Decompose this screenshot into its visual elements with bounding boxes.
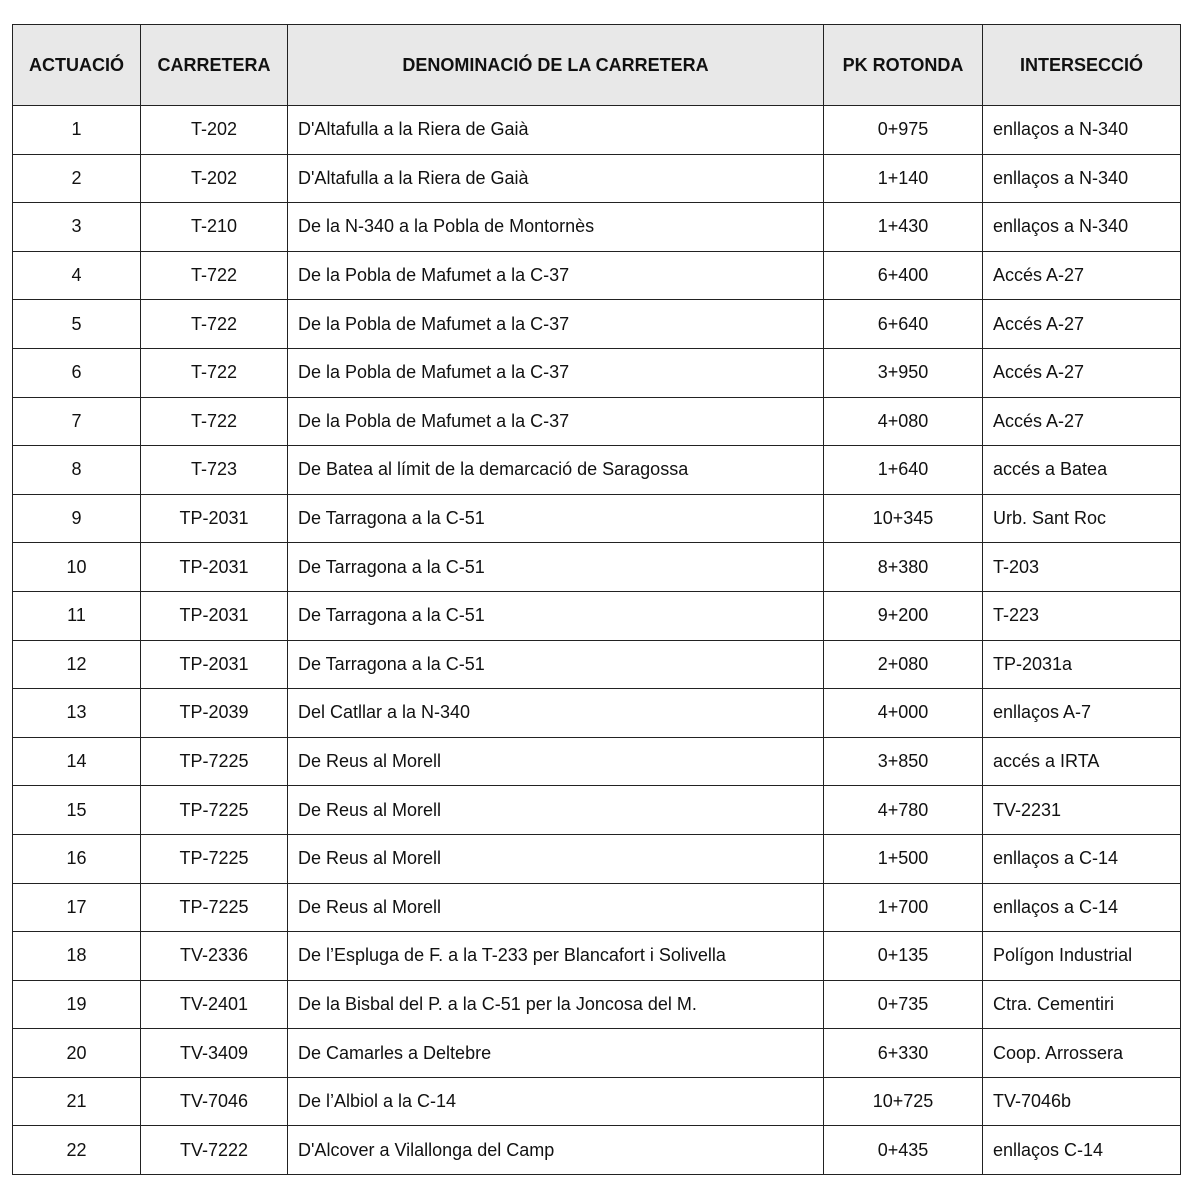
carretera-cell: TV-3409 xyxy=(141,1029,288,1078)
interseccio-cell: Polígon Industrial xyxy=(983,932,1181,981)
interseccio-cell: Accés A-27 xyxy=(983,300,1181,349)
actuacio-cell: 14 xyxy=(13,737,141,786)
table-row xyxy=(13,1077,1181,1126)
denominacio-cell: D'Altafulla a la Riera de Gaià xyxy=(288,154,824,203)
pk-rotonda-cell: 10+725 xyxy=(824,1077,983,1126)
interseccio-cell: Accés A-27 xyxy=(983,397,1181,446)
table-row xyxy=(13,1029,1181,1078)
denominacio-cell: De la Bisbal del P. a la C-51 per la Joncosa del M. xyxy=(288,980,824,1029)
table-row xyxy=(13,932,1181,981)
denominacio-cell: De Reus al Morell xyxy=(288,737,824,786)
actuacio-cell: 15 xyxy=(13,786,141,835)
carretera-cell: TP-7225 xyxy=(141,737,288,786)
header-actuacio: ACTUACIÓ xyxy=(13,25,141,106)
actuacio-cell: 5 xyxy=(13,300,141,349)
interseccio-cell: Accés A-27 xyxy=(983,251,1181,300)
pk-rotonda-cell: 1+500 xyxy=(824,834,983,883)
pk-rotonda-cell: 0+735 xyxy=(824,980,983,1029)
carretera-cell: TP-2031 xyxy=(141,640,288,689)
interseccio-cell: accés a IRTA xyxy=(983,737,1181,786)
actuacio-cell: 11 xyxy=(13,591,141,640)
carretera-cell: TV-7046 xyxy=(141,1077,288,1126)
table-row xyxy=(13,591,1181,640)
table-row xyxy=(13,348,1181,397)
header-row xyxy=(13,25,1181,106)
pk-rotonda-cell: 1+430 xyxy=(824,203,983,252)
pk-rotonda-cell: 1+700 xyxy=(824,883,983,932)
interseccio-cell: enllaços A-7 xyxy=(983,689,1181,738)
interseccio-cell: TP-2031a xyxy=(983,640,1181,689)
denominacio-cell: De la Pobla de Mafumet a la C-37 xyxy=(288,251,824,300)
carretera-cell: T-722 xyxy=(141,251,288,300)
pk-rotonda-cell: 6+400 xyxy=(824,251,983,300)
carretera-cell: T-202 xyxy=(141,106,288,155)
table-row xyxy=(13,446,1181,495)
header-pk-rotonda: PK ROTONDA xyxy=(824,25,983,106)
actuacio-cell: 7 xyxy=(13,397,141,446)
pk-rotonda-cell: 8+380 xyxy=(824,543,983,592)
interseccio-cell: accés a Batea xyxy=(983,446,1181,495)
table-row xyxy=(13,203,1181,252)
carretera-cell: T-723 xyxy=(141,446,288,495)
table-row xyxy=(13,883,1181,932)
denominacio-cell: De Reus al Morell xyxy=(288,883,824,932)
carretera-cell: TP-7225 xyxy=(141,883,288,932)
actuacio-cell: 18 xyxy=(13,932,141,981)
table-row xyxy=(13,786,1181,835)
interseccio-cell: Urb. Sant Roc xyxy=(983,494,1181,543)
pk-rotonda-cell: 0+435 xyxy=(824,1126,983,1175)
pk-rotonda-cell: 2+080 xyxy=(824,640,983,689)
actuacio-cell: 6 xyxy=(13,348,141,397)
denominacio-cell: De Tarragona a la C-51 xyxy=(288,640,824,689)
denominacio-cell: De la Pobla de Mafumet a la C-37 xyxy=(288,348,824,397)
carretera-cell: T-722 xyxy=(141,300,288,349)
carretera-cell: TP-2031 xyxy=(141,591,288,640)
interseccio-cell: enllaços a N-340 xyxy=(983,154,1181,203)
table-header xyxy=(13,25,1181,106)
table-row xyxy=(13,251,1181,300)
interseccio-cell: Accés A-27 xyxy=(983,348,1181,397)
header-denominacio: DENOMINACIÓ DE LA CARRETERA xyxy=(288,25,824,106)
table-row xyxy=(13,494,1181,543)
carretera-cell: TV-2401 xyxy=(141,980,288,1029)
interseccio-cell: TV-2231 xyxy=(983,786,1181,835)
table-row xyxy=(13,737,1181,786)
actuacio-cell: 21 xyxy=(13,1077,141,1126)
denominacio-cell: De Tarragona a la C-51 xyxy=(288,494,824,543)
carretera-cell: TP-7225 xyxy=(141,834,288,883)
table-row xyxy=(13,543,1181,592)
denominacio-cell: De Tarragona a la C-51 xyxy=(288,591,824,640)
carretera-cell: T-202 xyxy=(141,154,288,203)
carretera-cell: TV-7222 xyxy=(141,1126,288,1175)
carretera-cell: TP-2031 xyxy=(141,494,288,543)
actuacio-cell: 8 xyxy=(13,446,141,495)
pk-rotonda-cell: 6+330 xyxy=(824,1029,983,1078)
pk-rotonda-cell: 9+200 xyxy=(824,591,983,640)
table-row xyxy=(13,1126,1181,1175)
actuacio-cell: 1 xyxy=(13,106,141,155)
denominacio-cell: De la N-340 a la Pobla de Montornès xyxy=(288,203,824,252)
header-carretera: CARRETERA xyxy=(141,25,288,106)
carretera-cell: TP-2039 xyxy=(141,689,288,738)
carretera-cell: TV-2336 xyxy=(141,932,288,981)
denominacio-cell: D'Altafulla a la Riera de Gaià xyxy=(288,106,824,155)
interseccio-cell: enllaços a N-340 xyxy=(983,203,1181,252)
pk-rotonda-cell: 6+640 xyxy=(824,300,983,349)
table-row xyxy=(13,834,1181,883)
denominacio-cell: De la Pobla de Mafumet a la C-37 xyxy=(288,397,824,446)
pk-rotonda-cell: 4+080 xyxy=(824,397,983,446)
denominacio-cell: De Batea al límit de la demarcació de Saragossa xyxy=(288,446,824,495)
interseccio-cell: enllaços a N-340 xyxy=(983,106,1181,155)
pk-rotonda-cell: 4+000 xyxy=(824,689,983,738)
carretera-cell: T-722 xyxy=(141,397,288,446)
denominacio-cell: D'Alcover a Vilallonga del Camp xyxy=(288,1126,824,1175)
table-row xyxy=(13,689,1181,738)
roundabout-table xyxy=(12,24,1181,1175)
actuacio-cell: 12 xyxy=(13,640,141,689)
interseccio-cell: enllaços C-14 xyxy=(983,1126,1181,1175)
denominacio-cell: De Camarles a Deltebre xyxy=(288,1029,824,1078)
pk-rotonda-cell: 0+135 xyxy=(824,932,983,981)
actuacio-cell: 10 xyxy=(13,543,141,592)
interseccio-cell: Coop. Arrossera xyxy=(983,1029,1181,1078)
denominacio-cell: De Reus al Morell xyxy=(288,786,824,835)
actuacio-cell: 2 xyxy=(13,154,141,203)
interseccio-cell: T-203 xyxy=(983,543,1181,592)
carretera-cell: T-722 xyxy=(141,348,288,397)
denominacio-cell: De la Pobla de Mafumet a la C-37 xyxy=(288,300,824,349)
actuacio-cell: 3 xyxy=(13,203,141,252)
pk-rotonda-cell: 3+850 xyxy=(824,737,983,786)
actuacio-cell: 16 xyxy=(13,834,141,883)
header-interseccio: INTERSECCIÓ xyxy=(983,25,1181,106)
denominacio-cell: De l’Espluga de F. a la T-233 per Blancafort i Solivella xyxy=(288,932,824,981)
pk-rotonda-cell: 3+950 xyxy=(824,348,983,397)
actuacio-cell: 13 xyxy=(13,689,141,738)
carretera-cell: TP-7225 xyxy=(141,786,288,835)
denominacio-cell: De Tarragona a la C-51 xyxy=(288,543,824,592)
carretera-cell: TP-2031 xyxy=(141,543,288,592)
interseccio-cell: enllaços a C-14 xyxy=(983,834,1181,883)
table-row xyxy=(13,154,1181,203)
interseccio-cell: enllaços a C-14 xyxy=(983,883,1181,932)
table-row xyxy=(13,397,1181,446)
actuacio-cell: 19 xyxy=(13,980,141,1029)
pk-rotonda-cell: 1+640 xyxy=(824,446,983,495)
table-row xyxy=(13,300,1181,349)
interseccio-cell: TV-7046b xyxy=(983,1077,1181,1126)
interseccio-cell: T-223 xyxy=(983,591,1181,640)
denominacio-cell: De Reus al Morell xyxy=(288,834,824,883)
actuacio-cell: 20 xyxy=(13,1029,141,1078)
pk-rotonda-cell: 1+140 xyxy=(824,154,983,203)
actuacio-cell: 4 xyxy=(13,251,141,300)
actuacio-cell: 9 xyxy=(13,494,141,543)
actuacio-cell: 17 xyxy=(13,883,141,932)
pk-rotonda-cell: 4+780 xyxy=(824,786,983,835)
table-body xyxy=(13,106,1181,1175)
table-row xyxy=(13,640,1181,689)
interseccio-cell: Ctra. Cementiri xyxy=(983,980,1181,1029)
pk-rotonda-cell: 10+345 xyxy=(824,494,983,543)
denominacio-cell: De l’Albiol a la C-14 xyxy=(288,1077,824,1126)
denominacio-cell: Del Catllar a la N-340 xyxy=(288,689,824,738)
carretera-cell: T-210 xyxy=(141,203,288,252)
pk-rotonda-cell: 0+975 xyxy=(824,106,983,155)
actuacio-cell: 22 xyxy=(13,1126,141,1175)
table-row xyxy=(13,106,1181,155)
table-row xyxy=(13,980,1181,1029)
